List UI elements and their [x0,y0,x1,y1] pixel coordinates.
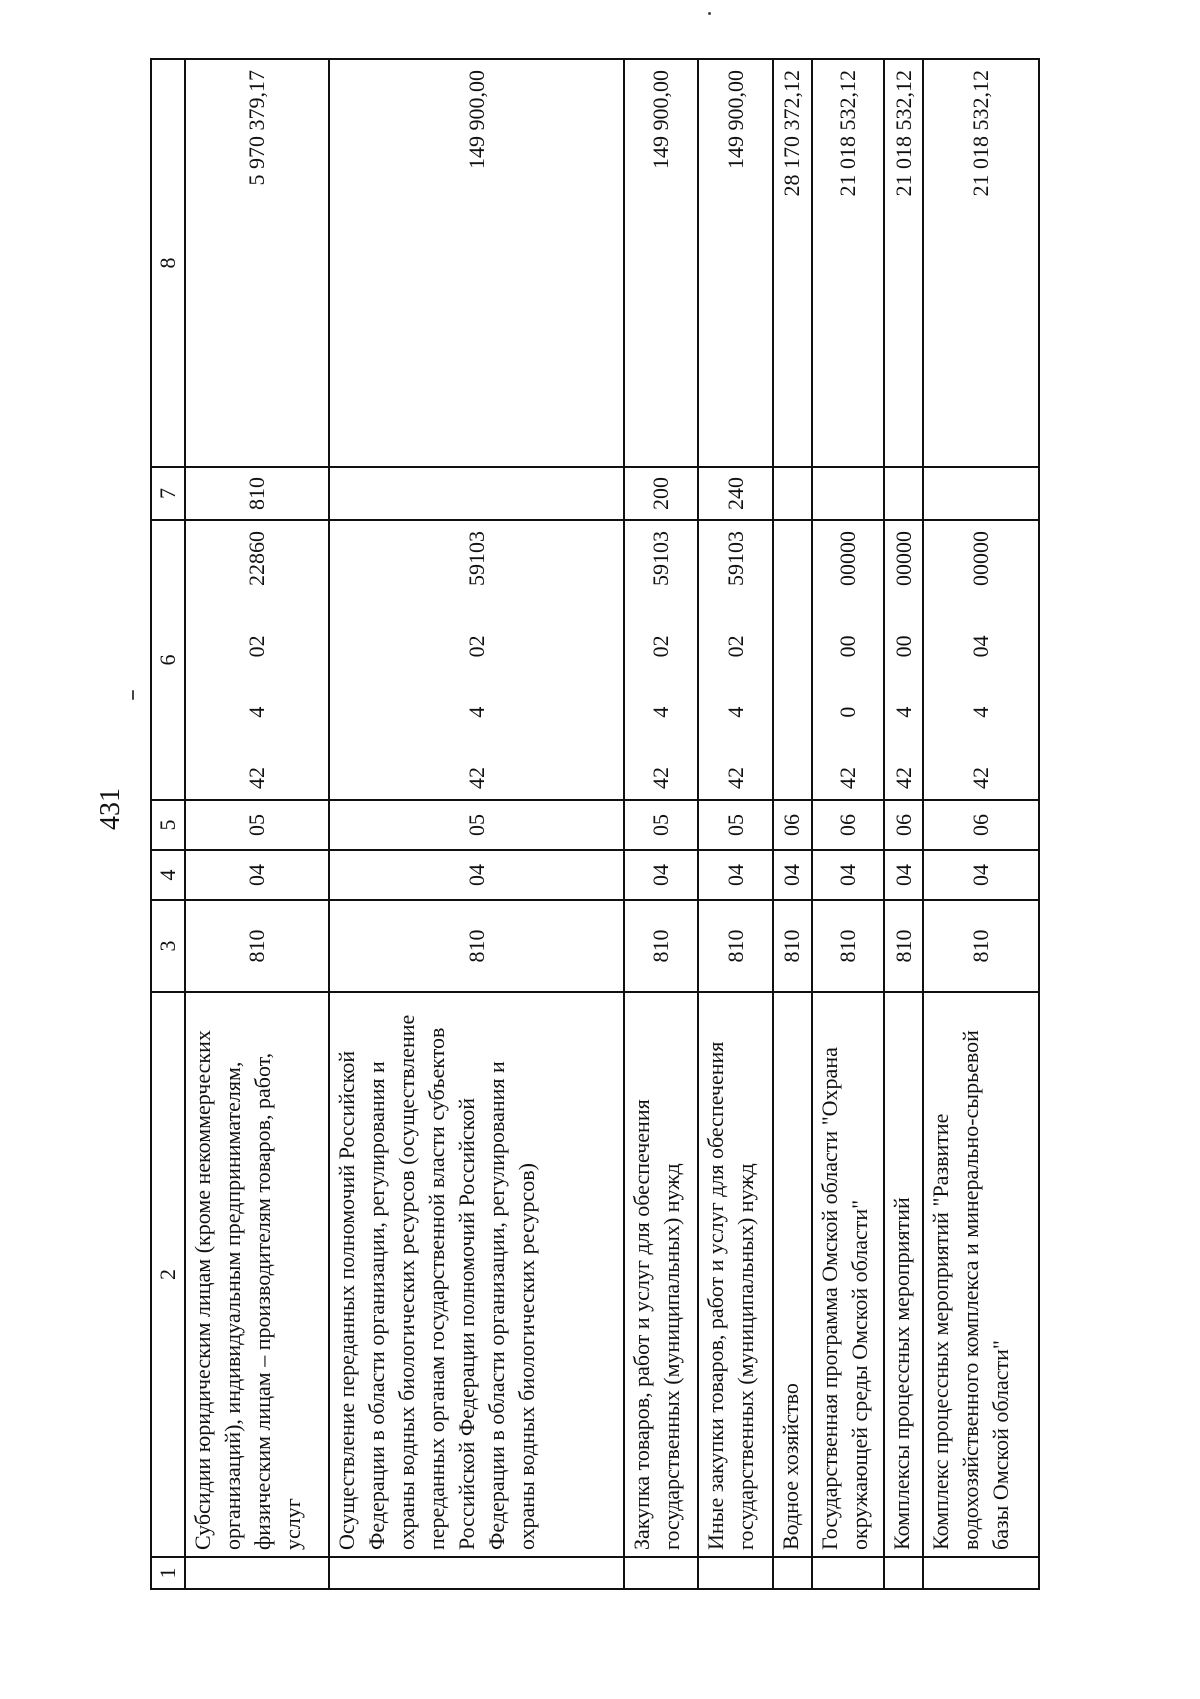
cell-sum: 5 970 379,17 [185,59,329,467]
cell-csr [773,520,812,800]
csr-type: 4 [463,706,489,718]
cell-pr: 06 [884,800,923,850]
cell-rz: 04 [329,850,624,900]
cell-vr [812,467,884,520]
cell-col1 [812,1557,884,1589]
cell-csr [185,520,329,800]
table-row [773,59,812,1589]
table-row [812,59,884,1589]
cell-pr: 05 [624,800,698,850]
cell-grbs: 810 [698,900,772,992]
csr-direction: 59103 [722,531,748,587]
csr-subprogram: 04 [968,635,994,658]
page-number: 431 [95,788,126,830]
table-row [884,59,923,1589]
cell-name: Водное хозяйство [773,992,812,1557]
header-col-3: 3 [151,900,185,992]
cell-pr: 05 [329,800,624,850]
cell-col1 [773,1557,812,1589]
header-col-1: 1 [151,1557,185,1589]
cell-sum: 149 900,00 [698,59,772,467]
csr-subprogram: 00 [890,635,916,658]
cell-vr [884,467,923,520]
csr-direction: 59103 [463,531,489,587]
cell-rz: 04 [185,850,329,900]
cell-pr: 06 [773,800,812,850]
cell-name: Государственная программа Омской области "Охрана окружающей среды Омской области" [812,992,884,1557]
cell-vr: 200 [624,467,698,520]
cell-rz: 04 [624,850,698,900]
csr-type: 4 [722,706,748,718]
cell-name: Иные закупки товаров, работ и услуг для обеспечения государственных (муниципальных) нужд [698,992,772,1557]
csr-program: 42 [968,767,994,789]
table-row [698,59,772,1589]
cell-grbs: 810 [812,900,884,992]
cell-pr: 06 [812,800,884,850]
csr-subprogram: 00 [834,635,860,658]
header-col-7: 7 [151,467,185,520]
cell-name: Комплекс процессных мероприятий "Развитие водохозяйственного комплекса и минерально-сырьевой базы Омской области" [923,992,1039,1557]
header-col-8: 8 [151,59,185,467]
csr-program: 42 [244,767,270,789]
csr-subprogram: 02 [722,635,748,658]
csr-program: 42 [722,767,748,789]
csr-direction: 00000 [968,531,994,587]
csr-subprogram: 02 [244,635,270,658]
csr-direction: 59103 [648,531,674,587]
csr-program: 42 [648,767,674,789]
cell-rz: 04 [884,850,923,900]
cell-name: Осуществление переданных полномочий Российской Федерации в области организации, регулирования и охраны водных биологических ресурсов (осуществление переданных органам государственной власти субъектов Российской Федерации полномочий Российской Федерации в области организации, регулирования и охраны водных биологических ресурсов) [329,992,624,1557]
cell-name: Субсидии юридическим лицам (кроме некоммерческих организаций), индивидуальным предпринимателям, физическим лицам – производителям товаров, работ, услуг [185,992,329,1557]
cell-name: Комплексы процессных мероприятий [884,992,923,1557]
budget-table-rotated [150,60,1040,1590]
csr-type: 4 [648,706,674,718]
cell-sum: 149 900,00 [624,59,698,467]
cell-col1 [185,1557,329,1589]
cell-name: Закупка товаров, работ и услуг для обеспечения государственных (муниципальных) нужд [624,992,698,1557]
cell-vr [329,467,624,520]
cell-grbs: 810 [773,900,812,992]
cell-pr: 05 [698,800,772,850]
cell-csr [923,520,1039,800]
cell-vr [773,467,812,520]
cell-grbs: 810 [329,900,624,992]
csr-subprogram: 02 [463,635,489,658]
csr-program: 42 [463,767,489,789]
cell-rz: 04 [923,850,1039,900]
cell-sum: 21 018 532,12 [884,59,923,467]
csr-type: 4 [244,706,270,718]
cell-vr [923,467,1039,520]
cell-col1 [884,1557,923,1589]
cell-csr [624,520,698,800]
scan-speck [708,12,711,15]
header-col-5: 5 [151,800,185,850]
cell-grbs: 810 [185,900,329,992]
header-col-2: 2 [151,992,185,1557]
cell-grbs: 810 [624,900,698,992]
cell-rz: 04 [698,850,772,900]
cell-col1 [329,1557,624,1589]
cell-rz: 04 [812,850,884,900]
cell-pr: 05 [185,800,329,850]
cell-vr: 810 [185,467,329,520]
csr-program: 42 [834,767,860,789]
table-row [185,59,329,1589]
cell-grbs: 810 [884,900,923,992]
csr-direction: 00000 [890,531,916,587]
cell-sum: 21 018 532,12 [812,59,884,467]
cell-col1 [624,1557,698,1589]
cell-csr [329,520,624,800]
csr-direction: 22860 [244,531,270,587]
cell-csr [884,520,923,800]
cell-rz: 04 [773,850,812,900]
table-row [624,59,698,1589]
scan-speck [132,690,134,700]
cell-col1 [698,1557,772,1589]
csr-subprogram: 02 [648,635,674,658]
csr-type: 4 [890,706,916,718]
header-col-6: 6 [151,520,185,800]
cell-col1 [923,1557,1039,1589]
csr-program: 42 [890,767,916,789]
cell-sum: 28 170 372,12 [773,59,812,467]
cell-sum: 149 900,00 [329,59,624,467]
csr-type: 0 [834,706,860,718]
header-col-4: 4 [151,850,185,900]
csr-type: 4 [968,706,994,718]
cell-csr [698,520,772,800]
table-row [923,59,1039,1589]
cell-grbs: 810 [923,900,1039,992]
table-row [329,59,624,1589]
cell-csr [812,520,884,800]
budget-table [150,58,1040,1590]
cell-pr: 06 [923,800,1039,850]
csr-direction: 00000 [834,531,860,587]
cell-sum: 21 018 532,12 [923,59,1039,467]
header-row [151,59,185,1589]
cell-vr: 240 [698,467,772,520]
